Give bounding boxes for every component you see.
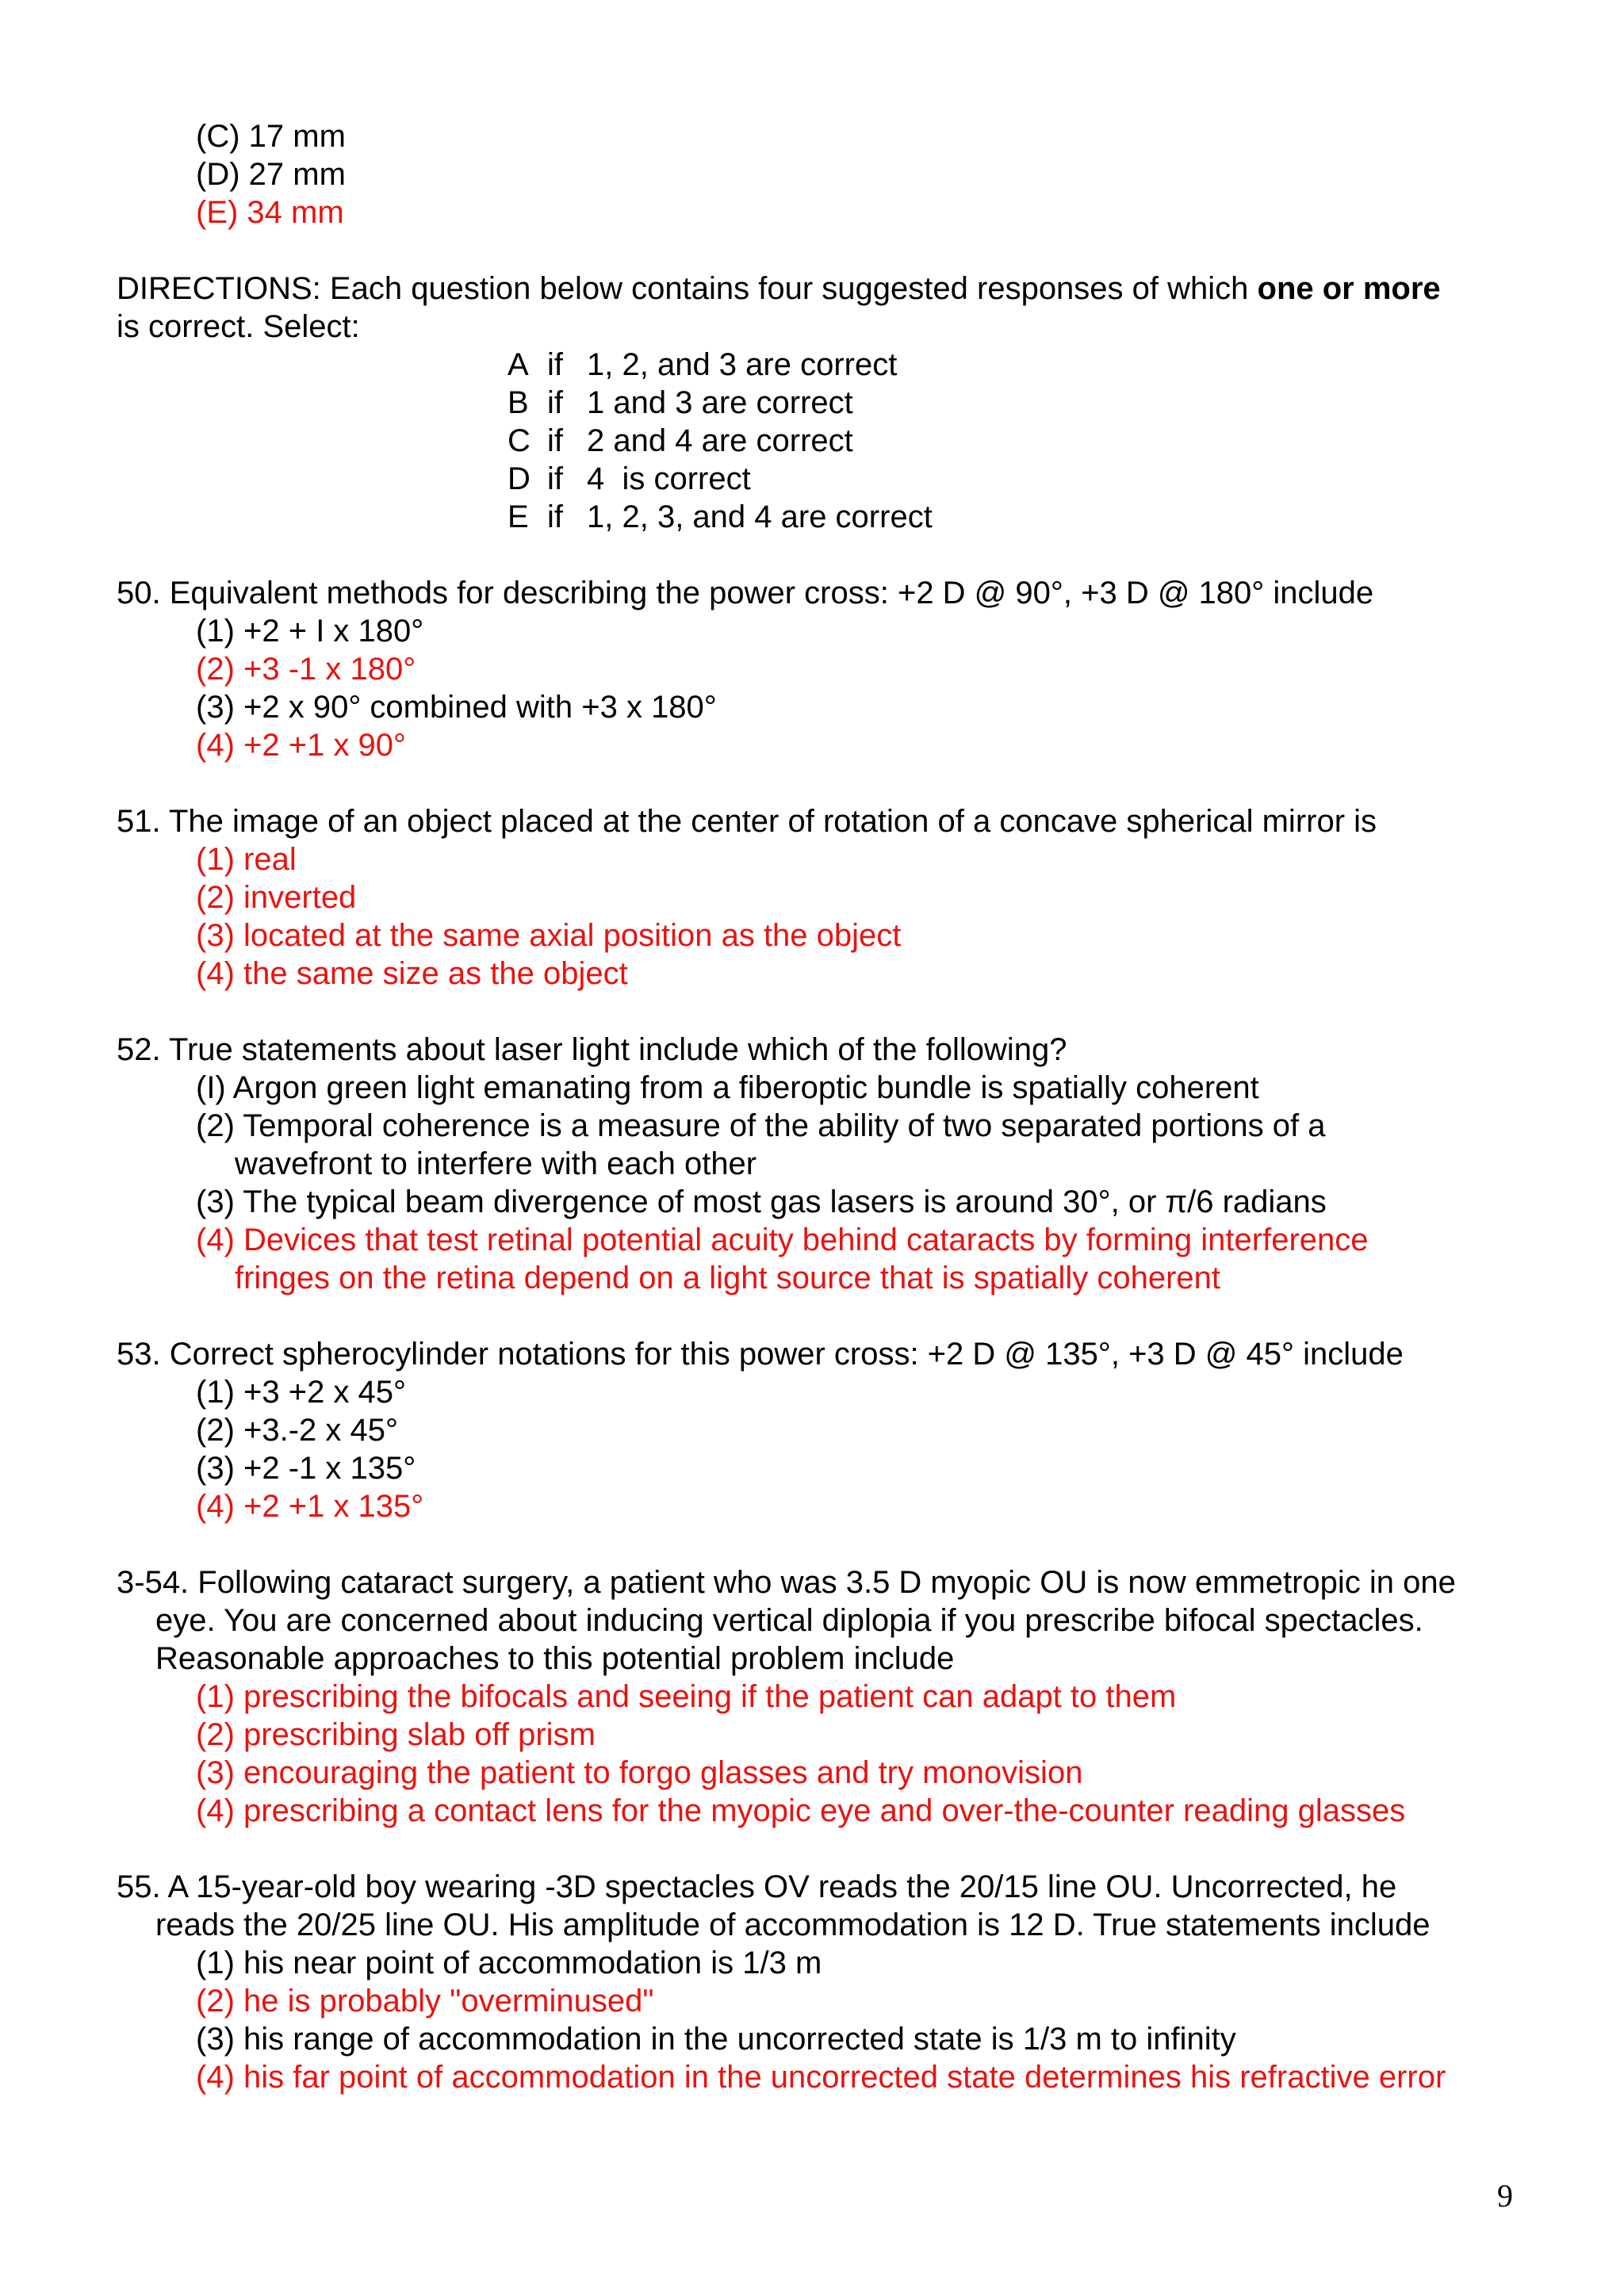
question-54-option-2: (2) prescribing slab off prism xyxy=(196,1717,596,1752)
key-row-e: E if 1, 2, 3, and 4 are correct xyxy=(508,499,933,534)
question-52-option-4: (4) Devices that test retinal potential acuity behind cataracts by forming interference xyxy=(196,1223,1369,1257)
prev-option-e: (E) 34 mm xyxy=(196,195,344,230)
key-row-a: A if 1, 2, and 3 are correct xyxy=(508,347,898,382)
question-54-option-4: (4) prescribing a contact lens for the myopic eye and over-the-counter reading glasses xyxy=(196,1793,1406,1828)
question-54-stem: 3-54. Following cataract surgery, a patient who was 3.5 D myopic OU is now emmetropic in one xyxy=(117,1565,1456,1600)
question-53-option-1: (1) +3 +2 x 45° xyxy=(196,1375,407,1410)
question-54-option-3: (3) encouraging the patient to forgo glasses and try monovision xyxy=(196,1755,1083,1790)
question-54-option-1: (1) prescribing the bifocals and seeing if the patient can adapt to them xyxy=(196,1679,1177,1714)
question-52-option-4-cont: fringes on the retina depend on a light source that is spatially coherent xyxy=(235,1261,1221,1295)
prev-option-d: (D) 27 mm xyxy=(196,157,346,192)
question-51-option-3: (3) located at the same axial position as the object xyxy=(196,918,902,953)
question-52-option-2: (2) Temporal coherence is a measure of the ability of two separated portions of a xyxy=(196,1108,1326,1143)
question-51-option-4: (4) the same size as the object xyxy=(196,956,628,991)
question-52-stem: 52. True statements about laser light include which of the following? xyxy=(117,1032,1067,1067)
question-54-stem-cont-1: eye. You are concerned about inducing vertical diplopia if you prescribe bifocal spectacles. xyxy=(155,1603,1423,1638)
question-50-option-3: (3) +2 x 90° combined with +3 x 180° xyxy=(196,690,717,725)
question-52-option-1: (I) Argon green light emanating from a fiberoptic bundle is spatially coherent xyxy=(196,1070,1259,1105)
directions-line-1: DIRECTIONS: Each question below contains four suggested responses of which one or more xyxy=(117,271,1441,306)
question-55-option-2: (2) he is probably "overminused" xyxy=(196,1984,654,2019)
question-55-option-4: (4) his far point of accommodation in the uncorrected state determines his refractive error xyxy=(196,2060,1446,2095)
key-row-d: D if 4 is correct xyxy=(508,461,751,496)
question-53-stem: 53. Correct spherocylinder notations for this power cross: +2 D @ 135°, +3 D @ 45° include xyxy=(117,1337,1404,1372)
question-52-option-2-cont: wavefront to interfere with each other xyxy=(235,1146,757,1181)
question-52-option-3: (3) The typical beam divergence of most gas lasers is around 30°, or π/6 radians xyxy=(196,1184,1327,1219)
question-53-option-4: (4) +2 +1 x 135° xyxy=(196,1489,424,1524)
page-number: 9 xyxy=(1497,2178,1513,2214)
question-50-option-2: (2) +3 -1 x 180° xyxy=(196,652,416,687)
key-row-c: C if 2 and 4 are correct xyxy=(508,423,853,458)
key-row-b: B if 1 and 3 are correct xyxy=(508,385,853,420)
question-53-option-2: (2) +3.-2 x 45° xyxy=(196,1413,398,1448)
directions-emphasis: one or more xyxy=(1257,271,1441,306)
question-55-option-3: (3) his range of accommodation in the uncorrected state is 1/3 m to infinity xyxy=(196,2022,1236,2057)
question-51-stem: 51. The image of an object placed at the center of rotation of a concave spherical mirror is xyxy=(117,804,1377,839)
question-50-stem: 50. Equivalent methods for describing the power cross: +2 D @ 90°, +3 D @ 180° include xyxy=(117,576,1374,610)
question-51-option-1: (1) real xyxy=(196,842,297,877)
directions-line-2: is correct. Select: xyxy=(117,309,360,344)
question-50-option-1: (1) +2 + I x 180° xyxy=(196,614,424,649)
question-51-option-2: (2) inverted xyxy=(196,880,357,915)
question-55-stem: 55. A 15-year-old boy wearing -3D spectacles OV reads the 20/15 line OU. Uncorrected, he xyxy=(117,1869,1397,1904)
question-53-option-3: (3) +2 -1 x 135° xyxy=(196,1451,416,1486)
question-54-stem-cont-2: Reasonable approaches to this potential problem include xyxy=(155,1641,955,1676)
question-50-option-4: (4) +2 +1 x 90° xyxy=(196,728,407,763)
question-55-option-1: (1) his near point of accommodation is 1/3 m xyxy=(196,1946,822,1980)
question-55-stem-cont: reads the 20/25 line OU. His amplitude of accommodation is 12 D. True statements include xyxy=(155,1908,1431,1942)
prev-option-c: (C) 17 mm xyxy=(196,119,346,154)
